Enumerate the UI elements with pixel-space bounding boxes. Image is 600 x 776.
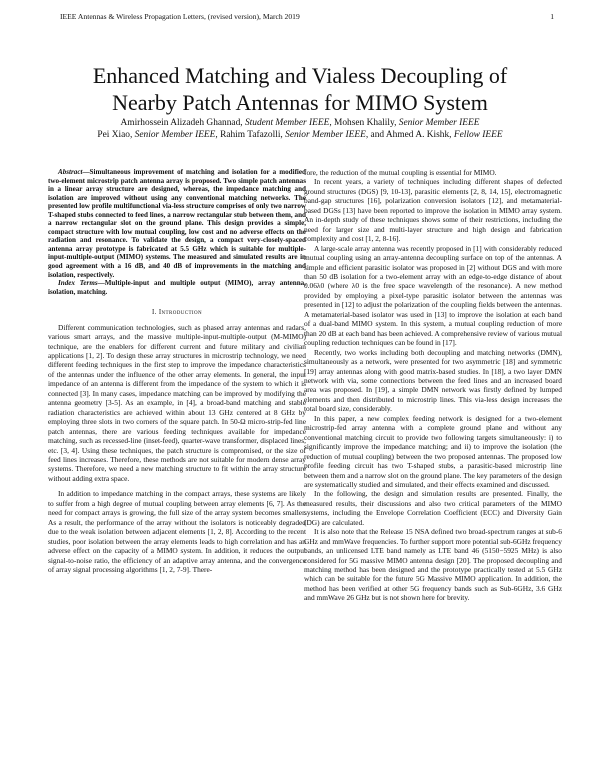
author-role: Senior Member IEEE bbox=[134, 129, 216, 140]
body-paragraph: A large-scale array antenna was recently proposed in [1] with considerably reduced mutual coupling using an array-antenna decoupling surface on top of the antennas. A simple and efficient parasitic isolator was proposed in [2] without DGS and with more than 50 dB isolation for a two-element array with an edge-to-edge distance of about 0.06λ0 (where λ0 is the free space wavelength of the resonance). A new method provided by employing a pixel-type parasitic isolator between the antennas was presented in [12] to adjust the polarization of the coupling fields between the antennas. A metamaterial-based isolator was used in [13] to improve the isolation at each band of a dual-band MIMO system. In this system, a mutual coupling reduction of more than 20 dB at each band has been achieved. A comprehensive review of various mutual coupling reduction techniques can be found in [17]. bbox=[304, 243, 562, 348]
body-paragraph: Different communication technologies, such as phased array antennas and radars, various smart arrays, and the massive multiple-input-multiple-output (M-MIMO) technique, are the enablers for different current and future military and civilian applications [1, 2]. To design these array structures in microstrip technology, we need different feeding techniques in the first step to improve the impedance characteristics of the antennas under the influence of the other array elements. In general, the input impedance of an antenna is different from the impedance of the system to which it is connected [3]. In many cases, impedance matching can be improved by modifying the antenna geometry [3-5]. As an example, in [4], a broad-band matching and stable radiation characteristics are achieved within about 13 GHz centered at 8 GHz by employing three slots in two corners of the square patch. In 50-Ω micro-strip-fed line patch antennas, there are various feeding techniques available for impedance matching, such as recessed-line (inset-feed), quarter-wave transformer, displaced lines, etc. [3, 4]. Using these techniques, the patch structure is compromised, or the size of feed lines increases. Therefore, these methods are not suitable for modern dense array systems. Therefore, we need a new matching structure to fit within the array structure without adding extra space. bbox=[48, 322, 306, 483]
abstract-label: Abstract bbox=[58, 168, 83, 176]
author-name: , Mohsen Khalily, bbox=[329, 118, 397, 128]
author-role: Fellow IEEE bbox=[453, 129, 503, 140]
abstract bbox=[48, 168, 306, 279]
title-line-2: Nearby Patch Antennas for MIMO System bbox=[112, 90, 488, 115]
author-name: , Rahim Tafazolli, bbox=[215, 129, 283, 140]
authors-line-2 bbox=[40, 130, 560, 142]
abstract-text: —Simultaneous improvement of matching and isolation for a modified two-element microstrip patch antenna array is proposed. Two simple patch antennas in a linear array structure are designed, whereas, the impedance matching and isolation are improved without using any conventional matching networks. The presented low profile multifunctional via-less structure comprises of only two narrow T-shaped stubs connected to feed lines, a narrow rectangular stub between them, and a narrow rectangular slot on the ground plane. This design provides a simple, compact structure with low mutual coupling, low cost and no adverse effects on the radiation and resonance. To validate the design, a compact very-closely-spaced antenna array prototype is fabricated at 5.5 GHz which is suitable for multiple-input-multiple-output (MIMO) systems. The measured and simulated results are in good agreement with a 16 dB, and 40 dB of improvements in the matching and isolation, respectively. bbox=[48, 168, 306, 279]
body-paragraph: In this paper, a new complex feeding network is designed for a two-element microstrip-fed array antenna with a complete ground plane and without any conventional matching circuit to provide two following targets simultaneously: i) to significantly improve the impedance matching; and ii) to improve the isolation (the reduction of mutual coupling) between the two proposed antennas. The proposed low profile feeding circuit has two T-shaped stubs, a parasitic-based microstrip line between them and a narrow slot on the ground plane. The key parameters of the design are systematically studied and simulated, and their effects examined and discussed. bbox=[304, 413, 562, 489]
left-column bbox=[48, 168, 306, 574]
author-name: , and Ahmed A. Kishk, bbox=[365, 129, 452, 140]
author-role: Student Member IEEE bbox=[244, 118, 330, 128]
index-terms bbox=[48, 279, 306, 296]
index-terms-text: —Multiple-input and multiple output (MIMO), array antenna, isolation, matching. bbox=[48, 279, 306, 296]
author-name: Amirhossein Alizadeh Ghannad, bbox=[120, 118, 243, 128]
running-title: IEEE Antennas & Wireless Propagation Letters, (revised version), March 2019 bbox=[60, 12, 300, 21]
authors-line-1 bbox=[40, 118, 560, 130]
page-number: 1 bbox=[550, 12, 554, 21]
index-terms-label: Index Terms bbox=[58, 279, 98, 288]
section-heading: I. Introduction bbox=[151, 309, 203, 317]
author-role: Senior Member IEEE bbox=[398, 118, 480, 128]
paper-title bbox=[40, 62, 560, 116]
running-header bbox=[60, 12, 554, 21]
author-name: Pei Xiao, bbox=[97, 129, 133, 140]
body-paragraph: In the following, the design and simulation results are presented. Finally, the measured results, their discussions and also two critical parameters of the MIMO systems, including the Envelope Correlation Coefficient (ECC) and Diversity Gain (DG) are calculated. bbox=[304, 489, 562, 527]
body-paragraph: In recent years, a variety of techniques including different shapes of defected ground structures (DGS) [9, 10-13], parasitic elements [2, 8, 14, 15], electromagnetic band-gap structures [16], polarization conversion isolators [12], and metamaterial-based DGSs [13] have been reported to improve the isolation in MIMO array system. An in-depth study of these techniques shows some of their restrictions, including the need for larger size and multi-layer structure and high design and fabrication complexity and cost [1, 2, 8-16]. bbox=[304, 177, 562, 244]
title-line-1: Enhanced Matching and Vialess Decoupling of bbox=[92, 63, 508, 88]
author-list bbox=[40, 118, 560, 142]
right-column bbox=[304, 168, 562, 603]
author-role: Senior Member IEEE bbox=[285, 129, 366, 140]
body-paragraph: In addition to impedance matching in the compact arrays, these systems are likely to suffer from a high degree of mutual coupling between array elements [6, 7]. As the need for compact arrays is growing, the full size of the array system becomes smaller. As a result, the performance of the array without the isolators is noticeably degraded due to the weak isolation between adjacent elements [1, 2, 8]. According to the recent studies, poor isolation between the array elements leads to high correlation and has an adverse effect on the capacity of a MIMO system. In addition, it reduces the output signal-to-noise ratio, the efficiency of an adaptive array antenna, and the convergence of array signal processing algorithms [1, 2, 7-9]. There- bbox=[48, 489, 306, 574]
body-paragraph: It is also note that the Release 15 NSA defined two broad-spectrum ranges at sub-6 GHz and mmWave frequencies. To further support more potential sub-6GHz frequency bands, an unlicensed LTE band namely as LTE band 46 (5150−5925 MHz) is also considered for 5G massive MIMO antenna design [20]. The proposed decoupling and matching method has been designed and the prototype practically tested at 5.5 GHz which can be suitable for the future 5G Massive MIMO application. In addition, the method has been verified at other 5G frequency bands such as Sub-6GHz, 3.6 GHz and mmWave 26 GHz but is not shown here for brevity. bbox=[304, 527, 562, 603]
body-paragraph: Recently, two works including both decoupling and matching networks (DMN), simultaneously as a network, were presented for two asymmetric [18] and symmetric [19] array antennas along with good matrix-based studies. In [18], a two layer DMN network with via, some connections between the feed lines and an increased board area was proposed. In [19], a simple DMN network was firstly defined by lumped elements and then distributed to microstrip lines. This via-less design increases the total board size, considerably. bbox=[304, 347, 562, 414]
body-paragraph: fore, the reduction of the mutual coupling is essential for MIMO. bbox=[304, 168, 497, 177]
